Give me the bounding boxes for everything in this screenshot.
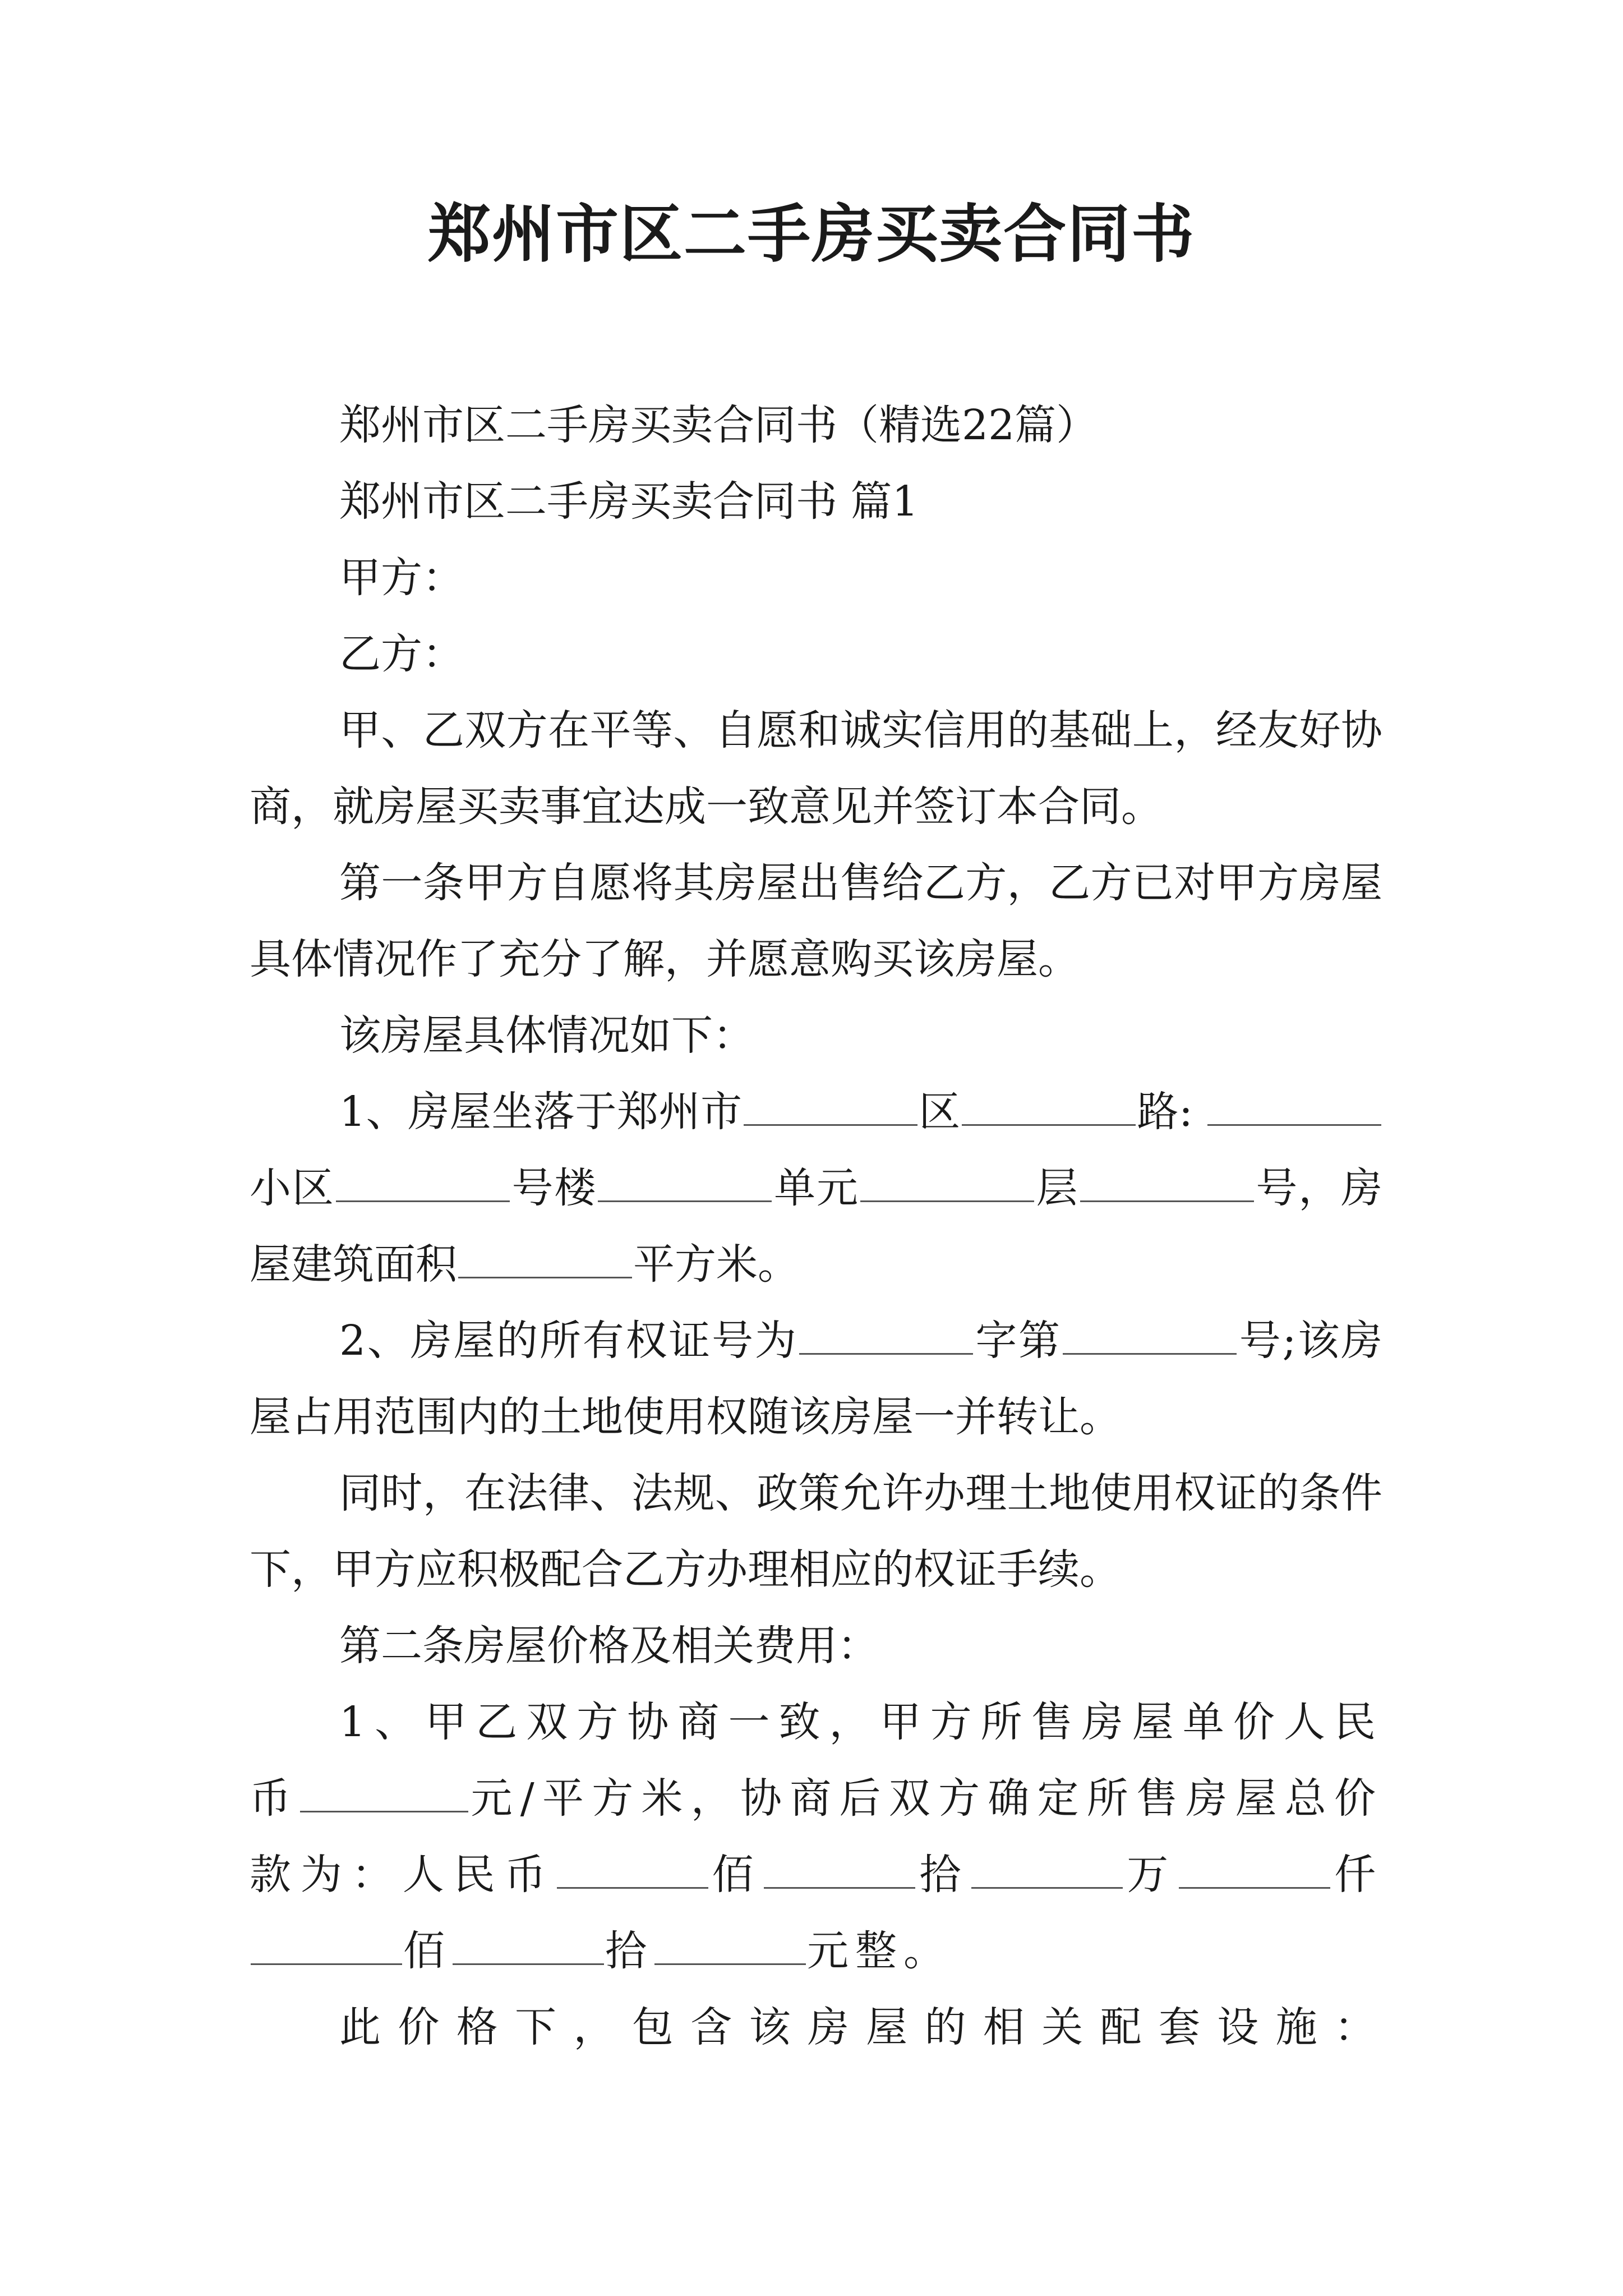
- item-1-paragraph: [250, 1074, 1382, 1303]
- room-number-blank[interactable]: [1080, 1200, 1254, 1202]
- item-1-text-e: 号楼: [510, 1164, 597, 1212]
- price-text-i: 拾: [605, 1927, 653, 1975]
- price-text-d: 佰: [709, 1851, 763, 1899]
- hundred-million-blank[interactable]: [557, 1887, 708, 1889]
- price-text-a: 1、甲乙双方协商一致，甲方所售房屋单价人民币: [250, 1698, 1382, 1823]
- article-2-heading: 第二条房屋价格及相关费用：: [339, 1622, 879, 1670]
- hundred-blank[interactable]: [251, 1963, 402, 1965]
- intro-paragraph: 甲、乙双方在平等、自愿和诚实信用的基础上，经友好协商，就房屋买卖事宜达成一致意见并签订本合同。: [250, 706, 1382, 831]
- price-text-e: 拾: [916, 1851, 971, 1899]
- item-1-text-g: 层: [1035, 1164, 1079, 1212]
- community-name-blank[interactable]: [1207, 1124, 1381, 1126]
- ten-blank[interactable]: [453, 1963, 604, 1965]
- article-1-paragraph: 第一条甲方自愿将其房屋出售给乙方，乙方已对甲方房屋具体情况作了充分了解，并愿意购买该房屋。: [250, 859, 1382, 983]
- road-blank[interactable]: [962, 1124, 1136, 1126]
- subtitle-line: 郑州市区二手房买卖合同书（精选22篇）: [339, 401, 1098, 449]
- document-title: 郑州市区二手房买卖合同书: [428, 197, 1195, 271]
- price-paragraph: [250, 1684, 1382, 1989]
- yuan-blank[interactable]: [654, 1963, 806, 1965]
- price-text-c: 人民币: [402, 1851, 556, 1899]
- party-b-line: 乙方：: [339, 630, 464, 678]
- floor-blank[interactable]: [860, 1200, 1034, 1202]
- facilities-line: 此价格下，包含该房屋的相关配套设施：: [339, 2003, 1382, 2051]
- item-2-text-a: 2、房屋的所有权证号为: [339, 1317, 798, 1365]
- item-1-text-b: 区: [918, 1088, 961, 1136]
- ten-thousand-blank[interactable]: [971, 1887, 1123, 1889]
- area-blank[interactable]: [458, 1277, 632, 1278]
- price-text-h: 佰: [403, 1927, 451, 1975]
- item-2-paragraph: [250, 1303, 1382, 1455]
- price-text-f: 万: [1124, 1851, 1178, 1899]
- price-text-g: 仟: [1331, 1851, 1383, 1899]
- thousand-blank[interactable]: [1179, 1887, 1330, 1889]
- price-text-j: 元整。: [807, 1927, 952, 1975]
- unit-blank[interactable]: [598, 1200, 772, 1202]
- building-number-blank[interactable]: [336, 1200, 510, 1202]
- unit-price-blank[interactable]: [300, 1811, 468, 1812]
- ten-million-blank[interactable]: [764, 1887, 915, 1889]
- price-text-b: 元/平方米，协商后双方确定所售房屋总价款为：: [250, 1774, 1383, 1899]
- section-heading: 郑州市区二手房买卖合同书 篇1: [339, 477, 919, 526]
- certificate-number-blank[interactable]: [1063, 1353, 1237, 1355]
- certificate-prefix-blank[interactable]: [799, 1353, 973, 1355]
- item-1-text-h: 号，房屋建筑面积: [250, 1164, 1383, 1289]
- details-heading: 该房屋具体情况如下：: [339, 1011, 754, 1060]
- item-1-text-f: 单元: [773, 1164, 859, 1212]
- district-blank[interactable]: [744, 1124, 917, 1126]
- land-use-paragraph: 同时，在法律、法规、政策允许办理土地使用权证的条件下，甲方应积极配合乙方办理相应的权证手续。: [250, 1469, 1382, 1594]
- item-1-text-c: 路:: [1136, 1088, 1193, 1136]
- document-body: [250, 387, 1382, 2065]
- item-1-text-i: 平方米。: [633, 1240, 799, 1289]
- party-a-line: 甲方：: [339, 554, 464, 602]
- item-2-text-c: 号;该房屋占用范围内的土地使用权随该房屋一并转让。: [250, 1317, 1382, 1441]
- item-2-text-b: 字第: [974, 1317, 1062, 1365]
- item-1-text-a: 1、房屋坐落于郑州市: [339, 1088, 743, 1136]
- item-1-text-d: 小区: [250, 1164, 335, 1212]
